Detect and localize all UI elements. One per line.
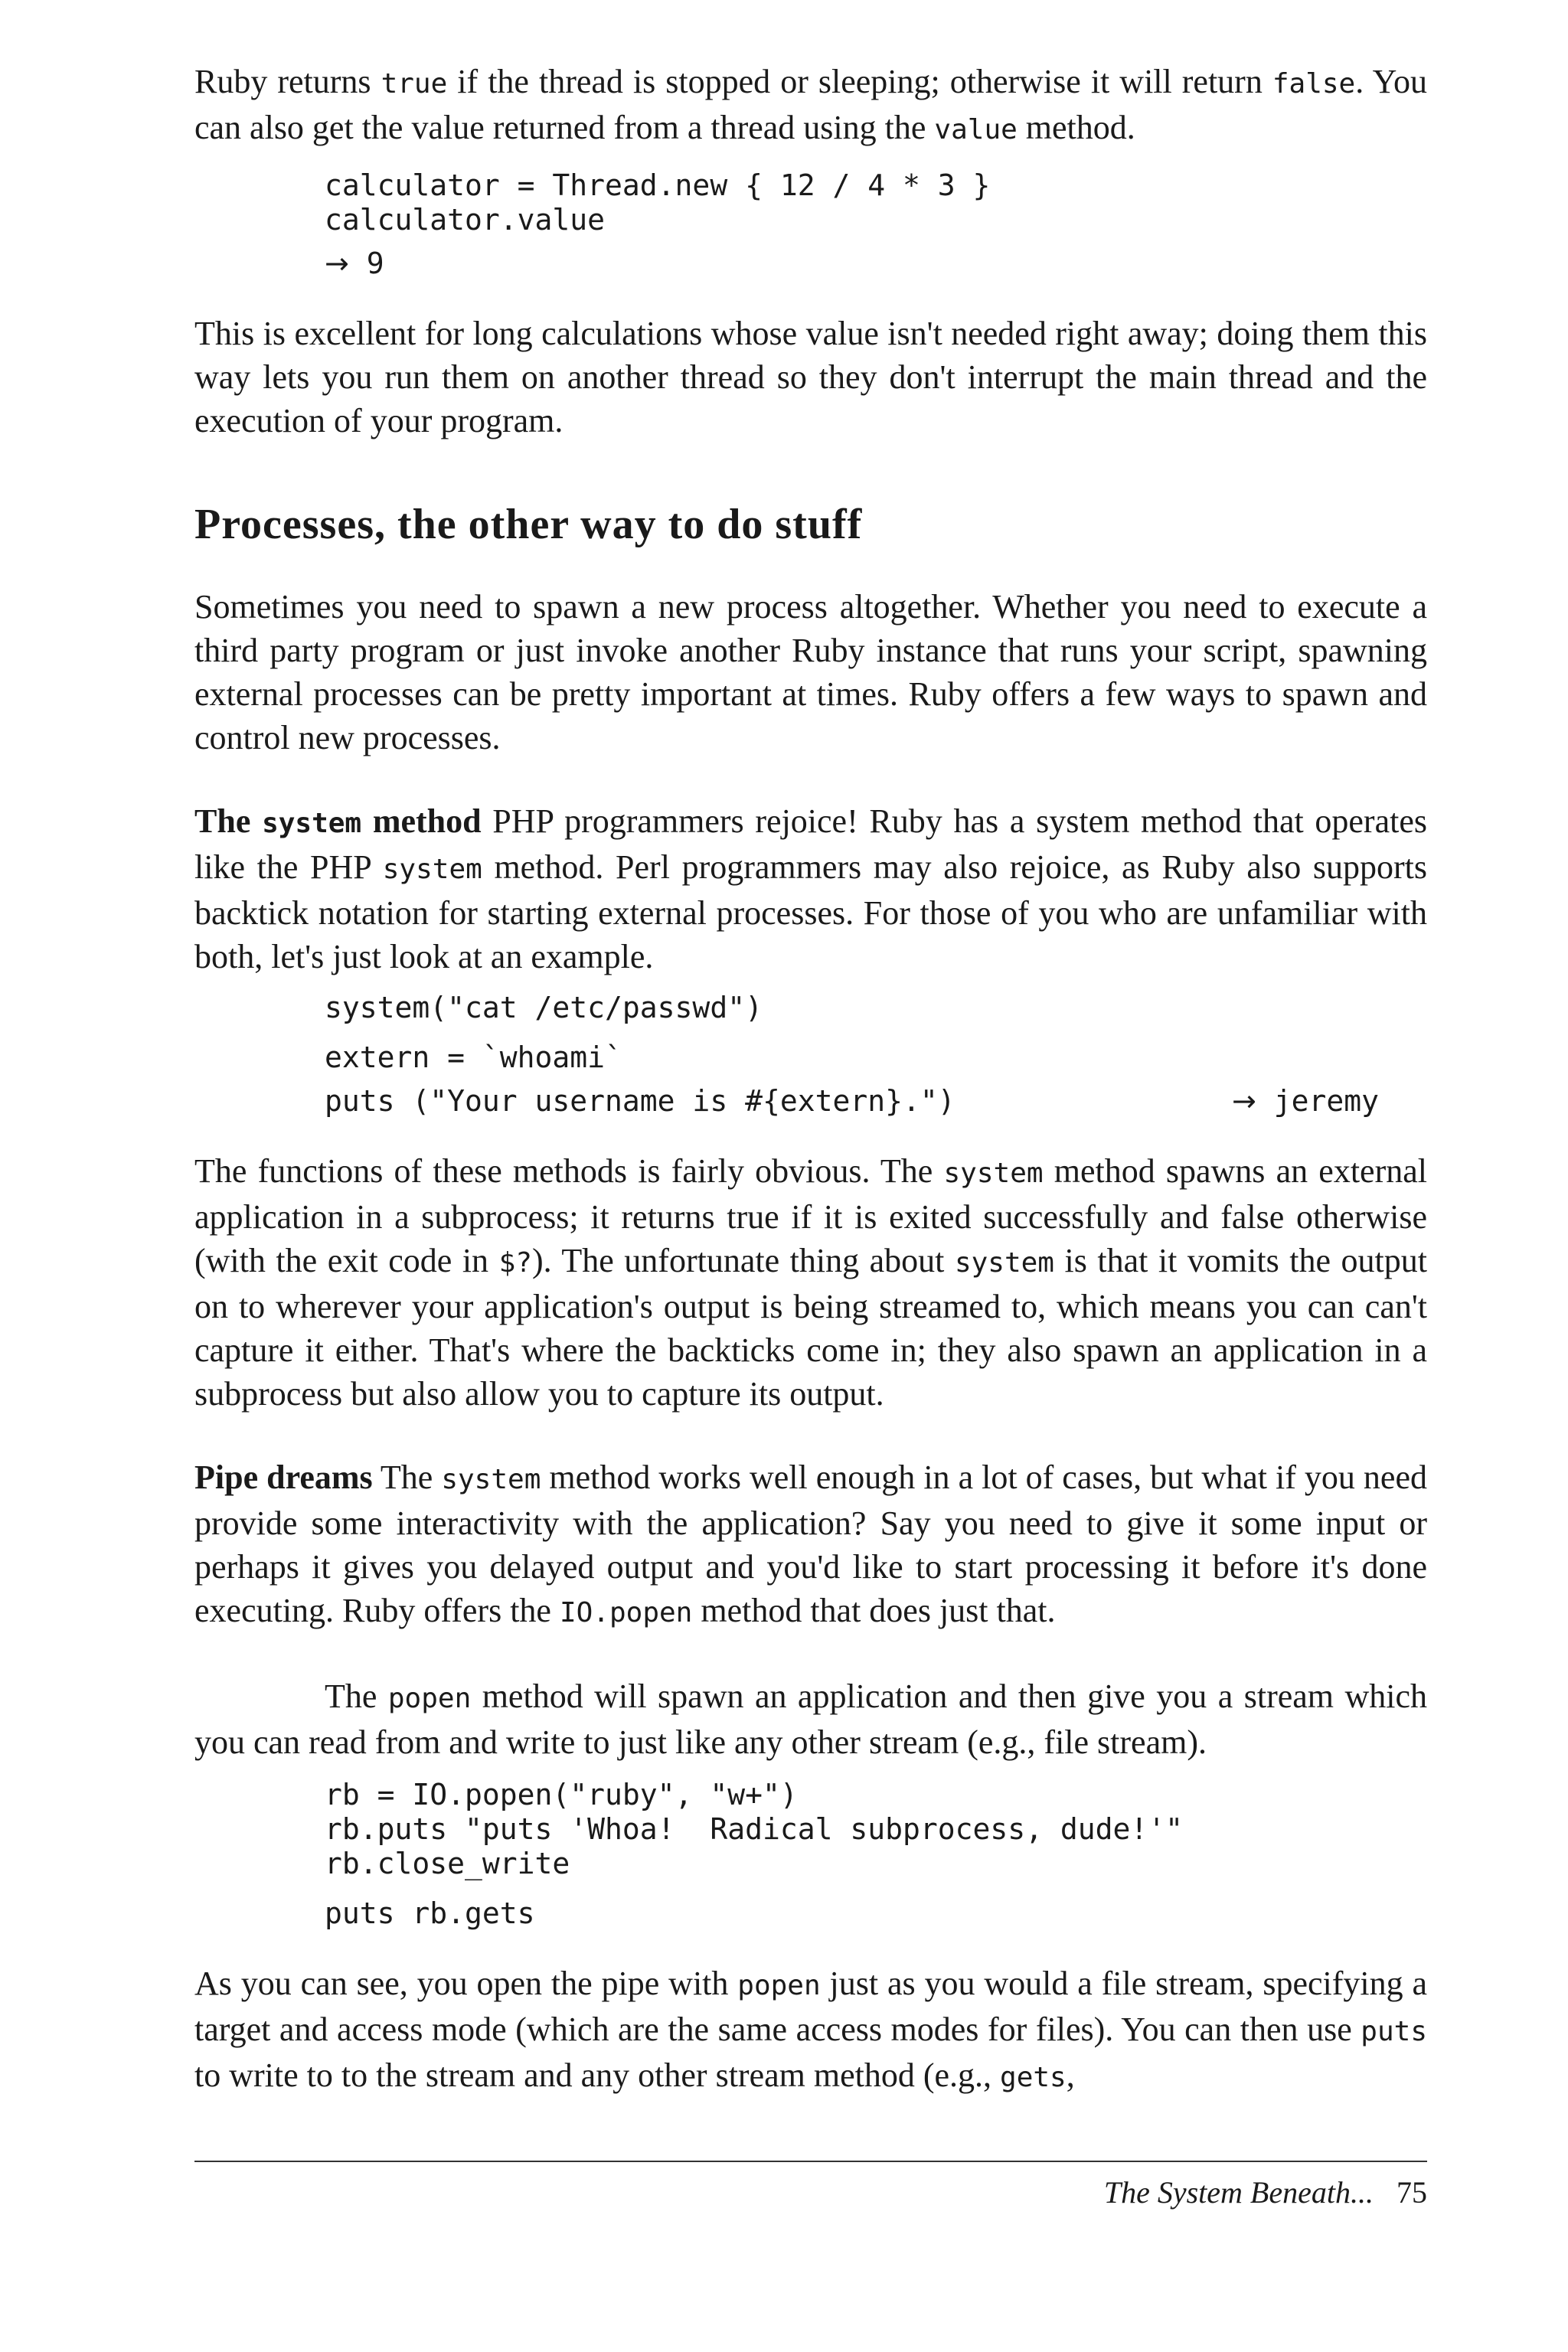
inline-code: system [943,1158,1044,1189]
inline-code: popen [387,1683,472,1714]
running-title: The System Beneath... [1103,2175,1374,2210]
page-content [194,60,1427,2099]
code-line: extern = `whoami` [325,1040,622,1074]
text: , [1066,2056,1075,2094]
inline-code: system [954,1247,1054,1279]
text: is that it vomits the output on to wherever your application's output is being streamed to, which means you can can't capture it either. That's where the backticks come in; they also spawn an application in a subprocess but also allow you to capture its output. [194,1242,1427,1413]
text: method. Perl programmers may also rejoice, as Ruby also supports backtick notation for starting external processes. For those of you who are unfamiliar with both, let's just look at an example. [194,848,1427,975]
inline-code: system [262,808,362,839]
code-text: puts ("Your username is #{extern}.") [325,1084,956,1118]
code-line: system("cat /etc/passwd") [325,991,763,1024]
text: just as you would a file stream, specifying a target and access mode (which are the same access modes for files). You can then use [194,1965,1428,2048]
text: to write to to the stream and any other stream method (e.g., [194,2056,1001,2094]
paragraph-long-calculations: This is excellent for long calculations whose value isn't needed right away; doing them this way lets you run them on another thread so they don't interrupt the main thread and the execution of your program. [194,315,1427,439]
code-line: puts rb.gets [325,1896,535,1930]
text: if the thread is stopped or sleeping; otherwise it will return [447,63,1272,100]
section-heading: Processes, the other way to do stuff [194,501,863,548]
text: As you can see, you open the pipe with [194,1965,738,2002]
run-in-heading [194,802,482,840]
paragraph-pipe-dreams [194,1455,1427,1635]
text: method that does just that. [692,1592,1056,1629]
text: . You can also get the value returned from a thread using the [194,63,1427,146]
code-block-popen [325,1778,1427,1931]
paragraph-spawn-process: Sometimes you need to spawn a new process altogether. Whether you need to execute a third party program or just invoke another Ruby instance that runs your script, spawning external processes can be pretty important at times. Ruby offers a few ways to spawn and control new processes. [194,588,1427,756]
paragraph-method-functions [194,1149,1427,1416]
paragraph-popen [194,1674,1427,1764]
text: method [361,802,482,840]
code-line: rb.close_write [325,1847,570,1880]
code-block-system [325,991,1427,1119]
arrow-icon: → [325,247,349,280]
inline-code: puts [1361,2016,1427,2047]
text: The functions of these methods is fairly obvious. The [194,1152,944,1190]
code-line [325,1084,1427,1119]
page-number: 75 [1396,2175,1427,2210]
run-in-heading: Pipe dreams [194,1459,373,1496]
text: The [372,1459,442,1496]
paragraph-system-method [194,799,1427,978]
code-block-calculator [325,168,1427,281]
text: method spawns an external application in a subprocess; it returns true if it is exited successfully and false otherwise (with the exit code in [194,1152,1427,1279]
code-result [1232,1084,1379,1119]
code-line: rb = IO.popen("ruby", "w+") [325,1778,798,1811]
code-line: rb.puts "puts 'Whoa! Radical subprocess, dude!'" [325,1812,1184,1846]
inline-code: system [441,1464,541,1495]
result-value: 9 [366,247,384,280]
text: method. [1017,109,1135,146]
code-line: calculator.value [325,203,606,237]
paragraph-thread-status [194,60,1427,152]
text: PHP programmers rejoice! Ruby has a system method that operates like the PHP [194,802,1427,886]
text: The [194,802,263,840]
inline-code: true [381,68,448,100]
inline-code: IO.popen [559,1597,693,1628]
footer-divider [194,2161,1427,2162]
text: ). The unfortunate thing about [531,1242,955,1279]
text: The [325,1677,388,1715]
inline-code: system [382,854,482,885]
code-result [325,247,1427,281]
inline-code: $? [498,1247,532,1279]
page-footer [194,2173,1427,2213]
inline-code: popen [737,1970,821,2001]
arrow-icon: → [1232,1084,1256,1118]
result-value: jeremy [1273,1084,1380,1118]
inline-code: false [1272,68,1356,100]
text: method will spawn an application and then give you a stream which you can read from and write to just like any other stream (e.g., file stream). [194,1677,1428,1761]
text: Ruby returns [194,63,381,100]
text: method works well enough in a lot of cases, but what if you need provide some interactivity with the application? Say you need to give it some input or perhaps it gives you delayed output and you'd like to start processing it before it's done executing. Ruby offers the [194,1459,1427,1629]
inline-code: gets [1000,2062,1067,2093]
paragraph-open-pipe [194,1962,1427,2099]
inline-code: value [934,114,1018,145]
code-line: calculator = Thread.new { 12 / 4 * 3 } [325,168,991,202]
